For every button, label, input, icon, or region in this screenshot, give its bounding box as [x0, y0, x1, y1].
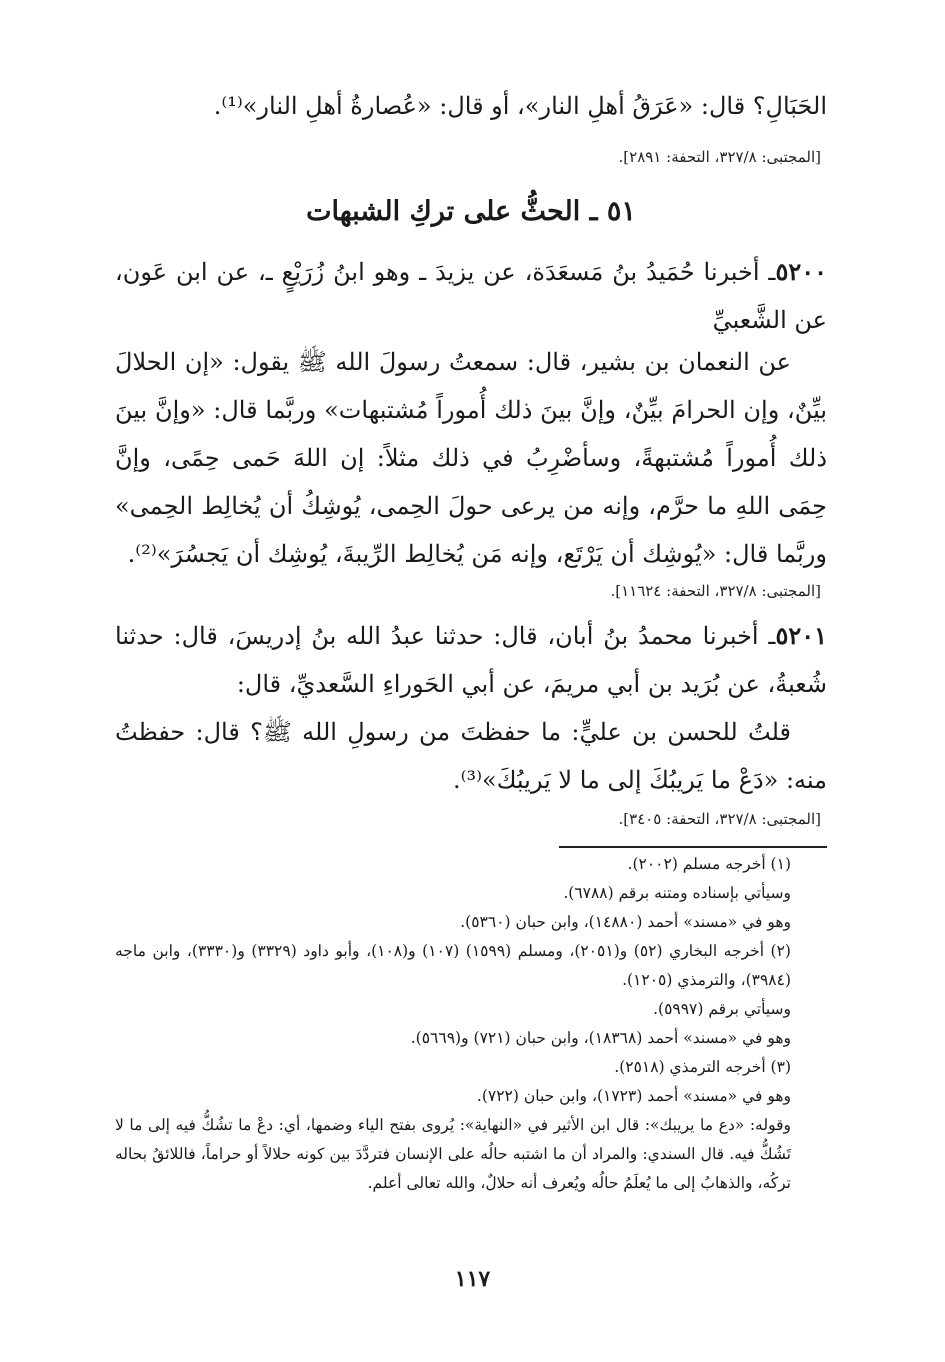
- footnote-line: وسيأتي بإسناده ومتنه برقم (٦٧٨٨).: [563, 884, 791, 902]
- footnote-line: (٢) أخرجه البخاري (٥٢) و(٢٠٥١)، ومسلم (١٥٩٩) (١٠٧) و(١٠٨)، وأبو داود (٣٣٢٩) و(٣٣٣٠)، وابن ماجه (٣٩٨٤)، والترمذي (١٢٠٥).: [115, 942, 791, 989]
- continuation-text: الحَبَالِ؟ قال: «عَرَقُ أهلِ النار»، أو قال: «عُصارةُ أهلِ النار»⁽¹⁾.: [213, 92, 827, 120]
- footnote-line: وهو في «مسند» أحمد (١٧٢٣)، وابن حبان (٧٢٢).: [476, 1087, 791, 1105]
- page-number: ١١٧: [454, 1266, 491, 1292]
- footnote-line: وهو في «مسند» أحمد (١٨٣٦٨)، وابن حبان (٧٢١) و(٥٦٦٩).: [410, 1029, 791, 1047]
- hadith-5201-isnad: [115, 612, 827, 708]
- footnote-line: (١) أخرجه مسلم (٢٠٠٢).: [627, 855, 791, 873]
- reference-text: [المجتبى: ٣٢٧/٨، التحفة: ٢٨٩١].: [618, 148, 821, 166]
- matn-text: قلتُ للحسن بن عليٍّ: ما حفظتَ من رسولِ الله ﷺ؟ قال: حفظتُ منه: «دَعْ ما يَريبُكَ إلى ما لا يَريبُكَ»⁽³⁾.: [115, 718, 827, 794]
- continuation-line: [115, 82, 827, 130]
- footnote-line: وقوله: «دع ما يريبك»: قال ابن الأثير في «النهاية»: يُروى بفتح الياء وضمها، أي: دعْ ما تشُكُّ فيه إلى ما لا تَشُكُّ فيه. قال السندي: والمراد أن ما اشتبه حالُه على الإنسان فتردَّدَ بين كونه حلالاً أو حراماً، فاللائقُ بحاله تركُه، والذهابُ إلى ما يُعلَمُ حالُه ويُعرف أنه حلالٌ، والله تعالى أعلم.: [115, 1116, 791, 1192]
- hadith-5201-matn: [115, 708, 827, 804]
- footnote-line: وهو في «مسند» أحمد (١٤٨٨٠)، وابن حبان (٥٣٦٠).: [460, 913, 791, 931]
- reference-text: [المجتبى: ٣٢٧/٨، التحفة: ١١٦٢٤].: [610, 582, 821, 600]
- footnote-line: (٣) أخرجه الترمذي (٢٥١٨).: [614, 1058, 791, 1076]
- matn-text: عن النعمان بن بشير، قال: سمعتُ رسولَ الله ﷺ يقول: «إن الحلالَ بيِّنٌ، وإن الحرامَ بيِّنٌ، وإنَّ بينَ ذلك أُموراً مُشتبهات» وربَّما قال: «وإنَّ بينَ ذلك أُموراً مُشتبهةً، وسأضْرِبُ في ذلك مثلاً: إن اللهَ حَمى حِمًى، وإنَّ حِمَى اللهِ ما حرَّم، وإنه من يرعى حولَ الحِمى، يُوشِكُ أن يُخالِط الحِمى» وربَّما قال: «يُوشِك أن يَرْتَع، وإنه مَن يُخالِط الرِّيبةَ، يُوشِك أن يَجسُرَ»⁽²⁾.: [115, 348, 828, 568]
- hadith-number: ٥٢٠٠: [775, 257, 827, 286]
- footnote-line: وسيأتي برقم (٥٩٩٧).: [653, 1000, 791, 1018]
- hadith-5200-matn: [115, 338, 827, 578]
- source-reference: [109, 580, 821, 602]
- footnote-separator: [559, 846, 827, 848]
- source-reference: [109, 808, 821, 830]
- chapter-title: ٥١ ـ الحثُّ على تركِ الشبهات: [306, 196, 636, 227]
- footnotes: [115, 850, 827, 1198]
- isnad-text: ـ أخبرنا محمدُ بنُ أبان، قال: حدثنا عبدُ الله بنُ إدريسَ، قال: حدثنا شُعبةُ، عن بُرَيد بن أبي مريمَ، عن أبي الحَوراءِ السَّعديِّ، قال:: [115, 622, 827, 698]
- reference-text: [المجتبى: ٣٢٧/٨، التحفة: ٣٤٠٥].: [618, 810, 821, 828]
- chapter-heading: [115, 192, 827, 232]
- hadith-5200-isnad: [115, 248, 827, 344]
- isnad-text: ـ أخبرنا حُمَيدُ بنُ مَسعَدَة، عن يزيدَ ـ وهو ابنُ زُرَيْعٍ ـ، عن ابن عَون، عن الشَّعبيِّ: [115, 258, 827, 334]
- source-reference: [109, 146, 821, 168]
- hadith-number: ٥٢٠١: [775, 621, 827, 650]
